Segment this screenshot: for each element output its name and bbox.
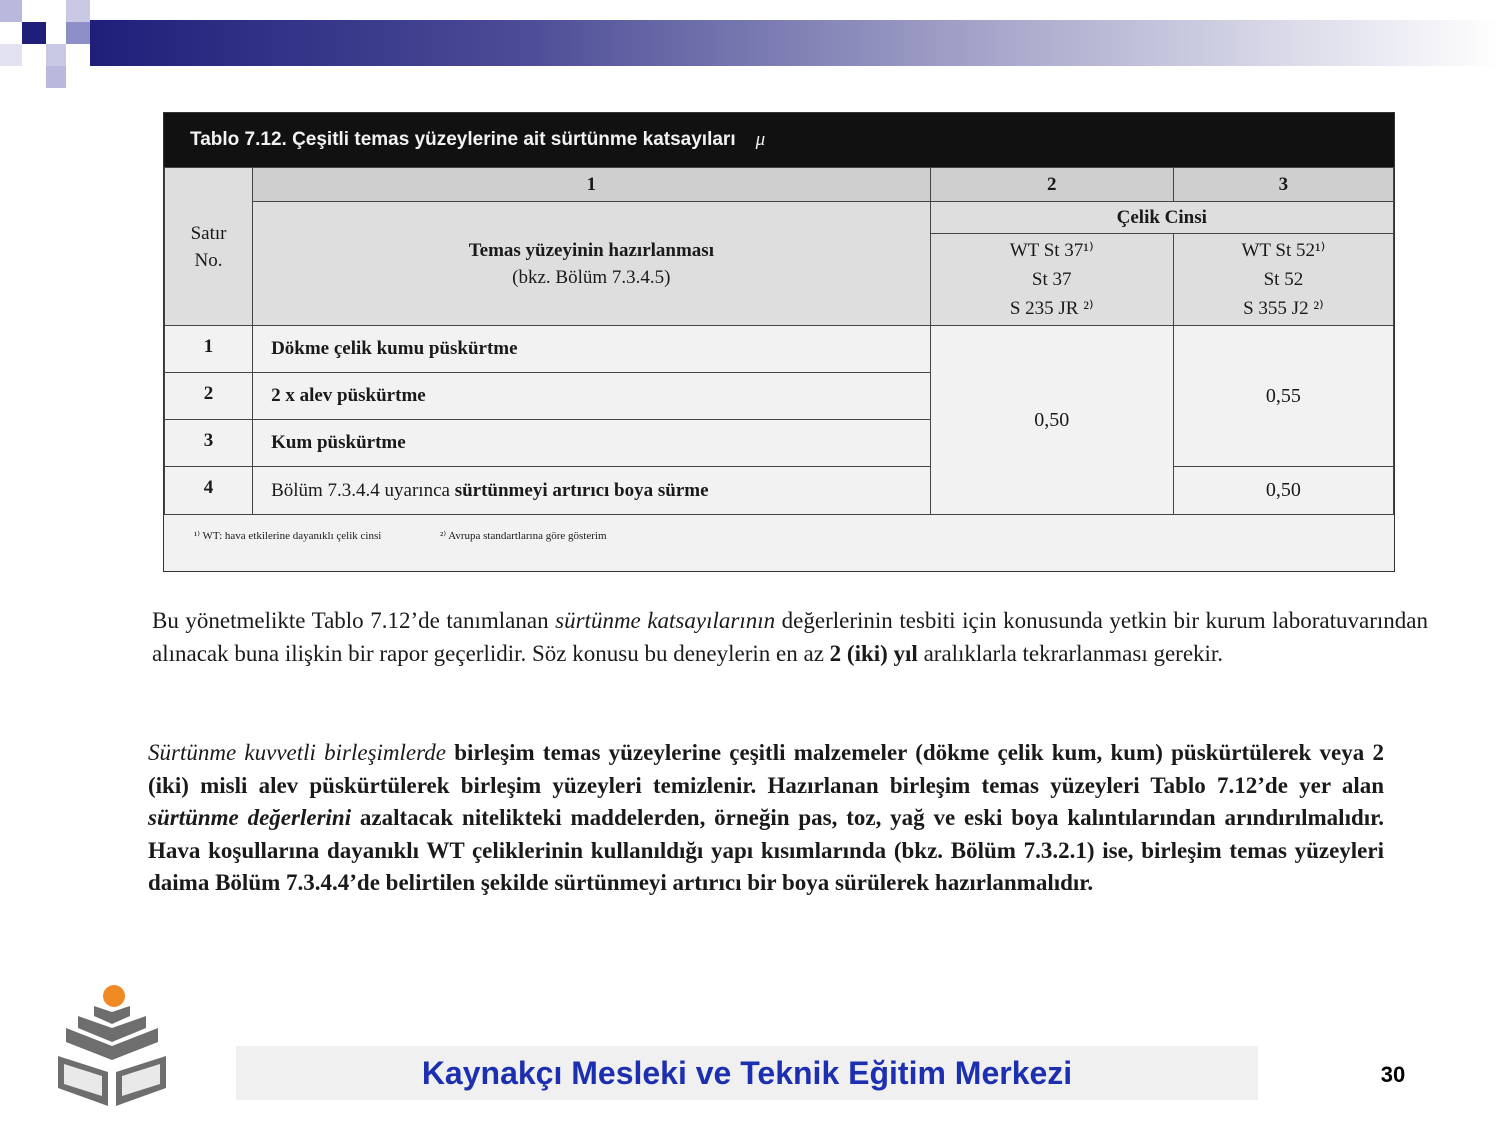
coefficient-value: 0,55: [1173, 326, 1393, 467]
friction-coefficient-table: [164, 167, 1394, 515]
paragraph-italic: Sürtünme kuvvetli birleşimlerde: [148, 740, 446, 765]
paragraph-text: Bu yönetmelikte Tablo 7.12’de tanımlanan: [152, 608, 556, 633]
header-square: [66, 22, 90, 44]
paragraph-test-requirement: [152, 604, 1428, 670]
row-number: 2: [165, 373, 253, 420]
paragraph-text: azaltacak nitelikteki maddelerden, örneğin pas, toz, yağ ve eski boya kalıntılarından arındırılmalıdır. Hava koşullarına dayanıklı WT çeliklerinin kullanıldığı yapı kısımlarında (bkz. Bölüm 7.3.2.1) ise, birleşim temas yüzeyleri daima Bölüm 7.3.4.4’de belirtilen şekilde sürtünmeyi artırıcı bir boya sürülerek hazırlanmalıdır.: [148, 805, 1384, 895]
paragraph-surface-preparation: [148, 737, 1384, 900]
footnote: ¹⁾ WT: hava etkilerine dayanıklı çelik cinsi: [194, 530, 382, 542]
header-square: [66, 0, 90, 22]
paragraph-italic: sürtünme değerlerini: [148, 805, 352, 830]
steel-grade-line: WT St 52¹⁾: [1241, 240, 1326, 261]
row-number-header: [165, 168, 253, 326]
row-number: 4: [165, 467, 253, 515]
paragraph-bold: 2 (iki) yıl: [829, 641, 918, 666]
friction-table-figure: [163, 112, 1395, 572]
paragraph-text: birleşim temas yüzeylerine çeşitli malzemeler (dökme çelik kum, kum) püskürtülerek veya 2 (iki) misli alev püskürtülerek birleşim yüzeyleri temizlenir. Hazırlanan birleşim temas yüzeyleri Tablo 7.12’de yer alan: [148, 740, 1384, 798]
surface-preparation: 2 x alev püskürtme: [253, 373, 931, 420]
row-number: 3: [165, 420, 253, 467]
column-number: 3: [1173, 168, 1393, 202]
steel-type-header: Çelik Cinsi: [930, 202, 1393, 234]
header-square: [0, 0, 22, 22]
mu-symbol: μ: [755, 129, 766, 150]
coefficient-value: 0,50: [930, 326, 1173, 515]
header-square: [46, 66, 66, 88]
surface-preparation: Dökme çelik kumu püskürtme: [253, 326, 931, 373]
header-square: [46, 44, 66, 66]
description-header-ref: (bkz. Bölüm 7.3.4.5): [512, 266, 671, 288]
paragraph-text: değerlerinin tesbiti için konusunda yetkin bir kurum laboratuvarından alınacak buna ilişkin bir rapor geçerlidir. Söz konusu bu deneylerin en az: [152, 608, 1428, 666]
paragraph-text: aralıklarla tekrarlanması gerekir.: [917, 641, 1224, 666]
header-square: [22, 22, 46, 44]
coefficient-value: 0,50: [1173, 467, 1393, 515]
surface-preparation: Kum püskürtme: [253, 420, 931, 467]
header-square: [0, 44, 22, 66]
surface-preparation-plain: Bölüm 7.3.4.4 uyarınca: [271, 479, 455, 501]
table-footnotes: [164, 515, 1394, 542]
row-header-line: Satır: [190, 222, 227, 244]
page-number: 30: [1380, 1062, 1406, 1087]
steel-grade-col3: [1173, 234, 1393, 326]
description-header: [253, 202, 931, 326]
row-number: 1: [165, 326, 253, 373]
paragraph-italic: sürtünme katsayılarının: [555, 608, 776, 633]
footer-title: Kaynakçı Mesleki ve Teknik Eğitim Merkezi: [421, 1055, 1073, 1091]
steel-grade-col2: [930, 234, 1173, 326]
column-number: 2: [930, 168, 1173, 202]
table-title: [164, 113, 1394, 167]
surface-preparation: [253, 467, 931, 515]
description-header-title: Temas yüzeyinin hazırlanması: [468, 239, 714, 261]
footnote: ²⁾ Avrupa standartlarına göre gösterim: [440, 530, 607, 542]
steel-grade-line: S 355 J2 ²⁾: [1243, 298, 1324, 319]
steel-grade-line: S 235 JR ²⁾: [1009, 298, 1094, 319]
institution-logo: [50, 984, 174, 1108]
steel-grade-line: WT St 37¹⁾: [1009, 240, 1094, 261]
column-number: 1: [253, 168, 931, 202]
header-gradient: [90, 20, 1500, 66]
steel-grade-line: St 37: [1031, 269, 1072, 290]
table-title-text: Tablo 7.12. Çeşitli temas yüzeylerine ait sürtünme katsayıları: [190, 129, 736, 150]
row-header-line: No.: [194, 249, 223, 271]
surface-preparation-bold: sürtünmeyi artırıcı boya sürme: [454, 479, 709, 501]
steel-grade-line: St 52: [1263, 269, 1304, 290]
